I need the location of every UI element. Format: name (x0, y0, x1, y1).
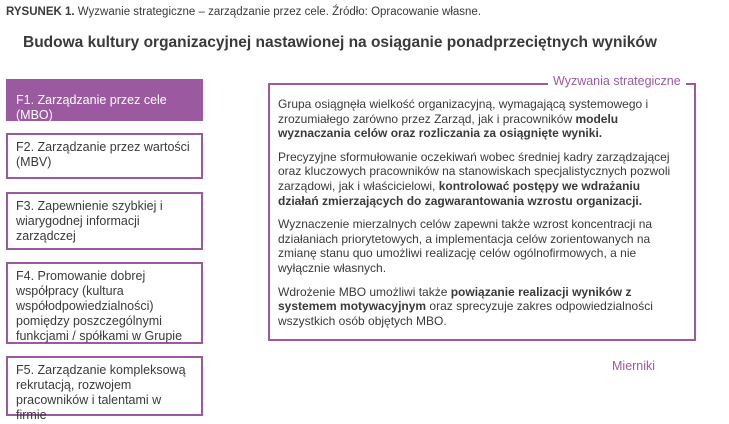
factor-box-f4 (6, 262, 203, 344)
panel-paragraph (278, 97, 684, 141)
factor-label-f4: F4. Promowanie dobrej współpracy (kultura współodpowiedzialności) pomiędzy poszczególnymi funkcjami / spółkami w Grupie (16, 269, 183, 343)
panel-paragraph (278, 285, 684, 329)
factor-label-f3: F3. Zapewnienie szybkiej i wiarygodnej informacji zarządczej (16, 199, 163, 243)
measures-label: Mierniki (612, 359, 656, 373)
factor-label-f2: F2. Zarządzanie przez wartości (MBV) (16, 140, 190, 169)
factor-box-f2 (6, 133, 203, 179)
factor-box-f1 (6, 79, 203, 121)
paragraph-tail: oraz sprecyzuje zakres odpowiedzialności wszystkich osób objętych MBO. (278, 299, 653, 328)
panel-paragraph (278, 150, 684, 208)
strategic-challenges-panel (268, 83, 696, 341)
paragraph-bold: modelu wyznaczania celów oraz rozliczania za osiągnięte wyniki. (278, 111, 619, 141)
panel-paragraph (278, 217, 684, 275)
paragraph-bold: kontrolować postępy we wdrażaniu działań zmierzających do zagwarantowania wzrostu organizacji. (278, 178, 643, 208)
paragraph-text: Wdrożenie MBO umożliwi także (278, 284, 451, 299)
panel-label: Wyzwania strategiczne (548, 74, 686, 88)
caption-text: Wyzwanie strategiczne – zarządzanie przez cele. Źródło: Opracowanie własne. (77, 6, 482, 18)
figure-caption (6, 6, 481, 18)
diagram-title: Budowa kultury organizacyjnej nastawionej na osiąganie ponadprzeciętnych wyników (23, 34, 657, 51)
factor-label-f5: F5. Zarządzanie kompleksową rekrutacją, rozwojem pracowników i talentami w firmie (16, 363, 186, 422)
paragraph-bold: powiązanie realizacji wyników z systemem motywacyjnym (278, 284, 632, 314)
factor-label-f1: F1. Zarządzanie przez cele (MBO) (16, 93, 167, 122)
factor-box-f3 (6, 192, 203, 250)
paragraph-text: Precyzyjne sformułowanie oczekiwań wobec średniej kadry zarządzającej oraz kluczowych pracowników na stanowiskach specjalistycznych pozwoli zarządowi, jak i właścicielowi, (278, 149, 671, 193)
paragraph-text: Grupa osiągnęła wielkość organizacyjną, wymagającą systemowego i zrozumiałego zarówno przez Zarząd, jak i pracowników (278, 97, 649, 126)
caption-label: RYSUNEK 1. (6, 6, 75, 18)
paragraph-text: Wyznaczenie mierzalnych celów zapewni także wzrost koncentracji na działaniach priorytetowych, a implementacja celów zorientowanych na zmianę stanu quo umożliwi realizację celów ogólnofirmowych, a nie wyłącznie własnych. (278, 217, 653, 275)
factor-box-f5 (6, 356, 203, 422)
